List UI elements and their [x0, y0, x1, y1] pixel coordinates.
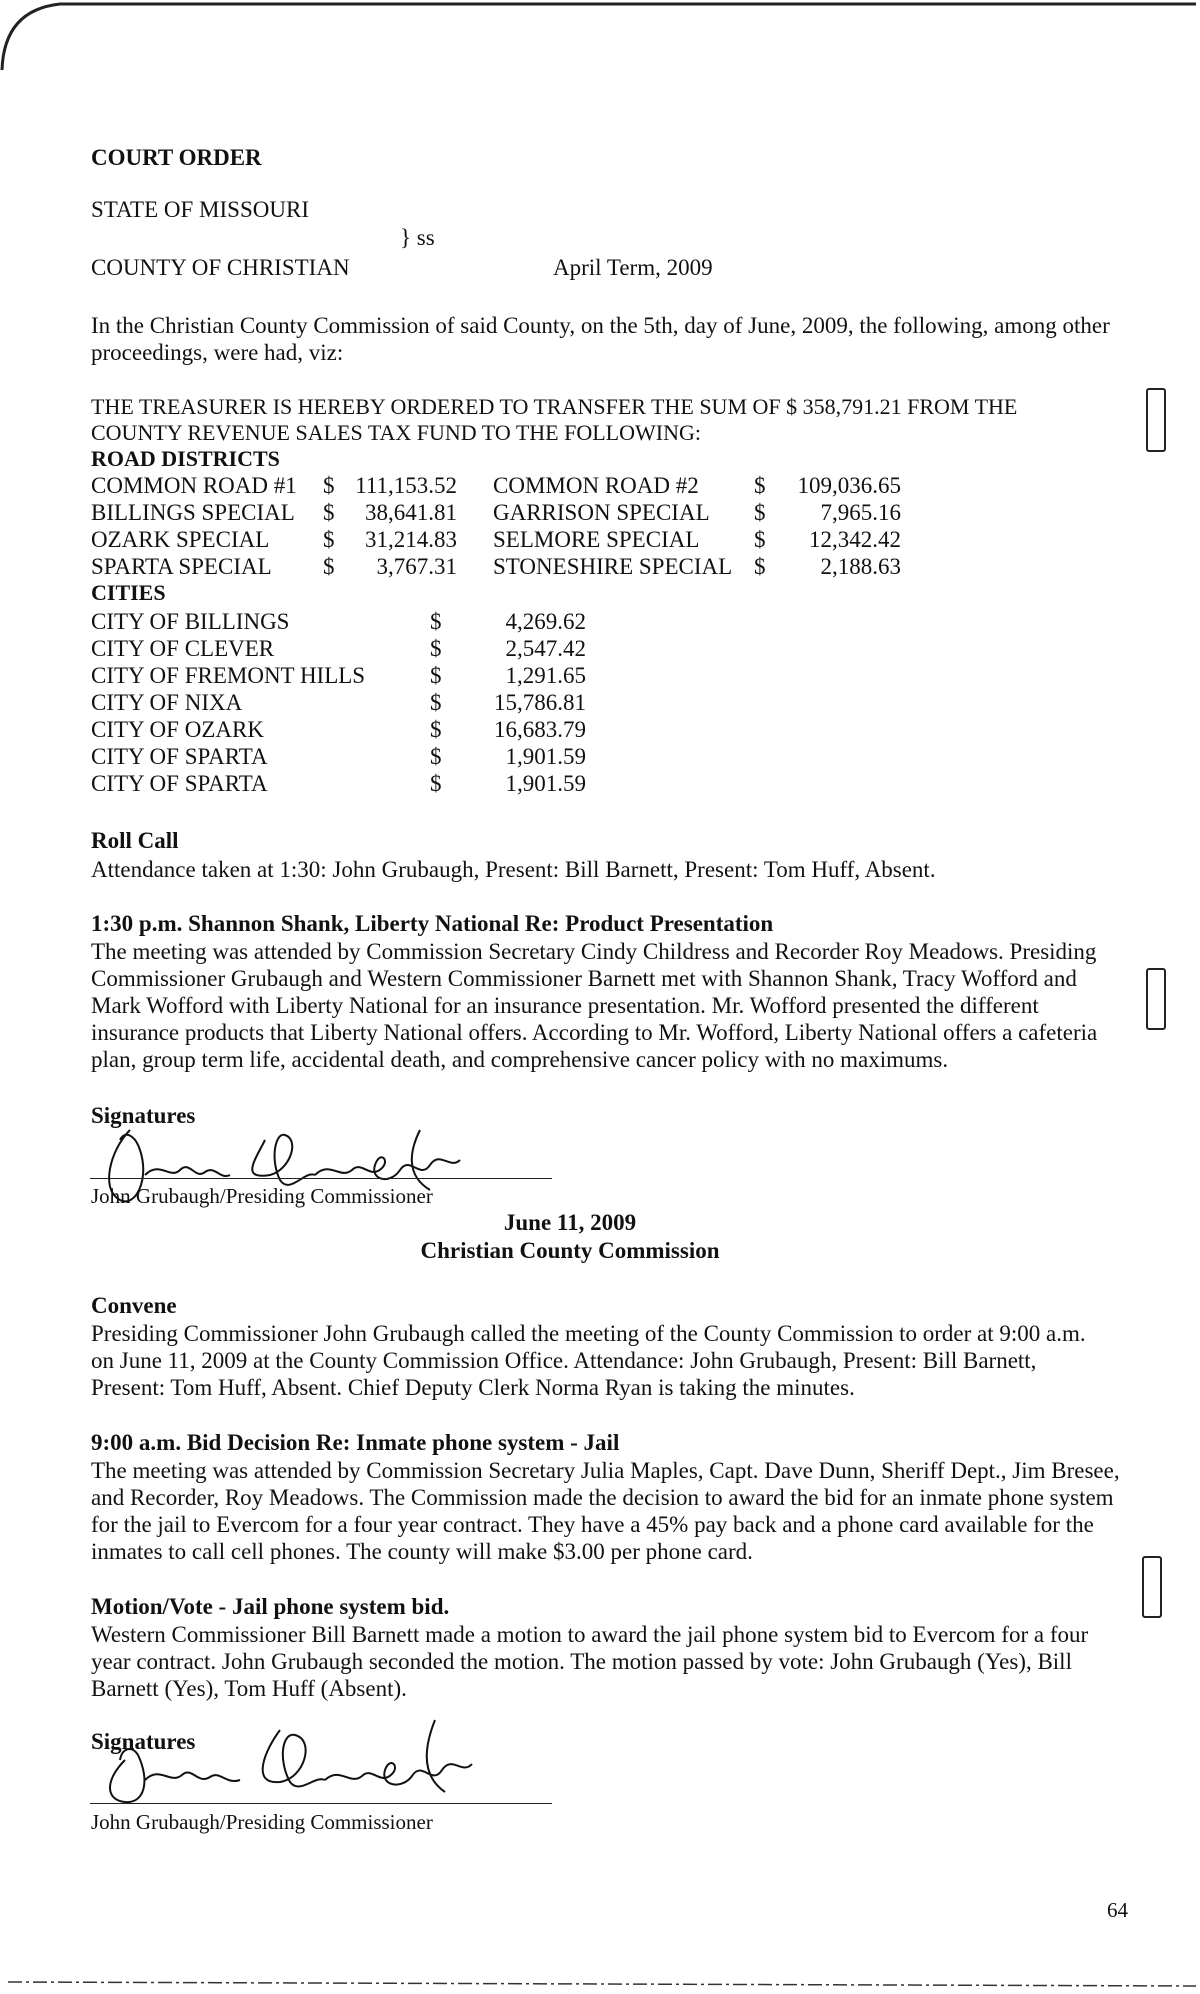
road-district-amount: 38,641.81 — [365, 499, 457, 525]
city-row — [91, 635, 586, 662]
currency-symbol: $ — [754, 499, 766, 525]
transfer-line-1: THE TREASURER IS HEREBY ORDERED TO TRANSFER THE SUM OF $ 358,791.21 FROM THE — [91, 394, 1018, 419]
road-district-amount: 3,767.31 — [376, 553, 457, 579]
presentation-heading: 1:30 p.m. Shannon Shank, Liberty National Re: Product Presentation — [91, 911, 774, 936]
currency-symbol: $ — [430, 770, 442, 796]
city-amount: 15,786.81 — [494, 689, 586, 715]
road-district-name: SPARTA SPECIAL — [91, 553, 272, 579]
term-line: April Term, 2009 — [553, 255, 713, 280]
signature-caption-2: John Grubaugh/Presiding Commissioner — [91, 1810, 433, 1834]
convene-paragraph: Presiding Commissioner John Grubaugh called the meeting of the County Commission to order at 9:00 a.m. on June 11, 2009 at the County Commission Office. Attendance: John Grubaugh, Present: Bill Barnett, Present: Tom Huff, Absent. Chief Deputy Clerk Norma Ryan is taking the minutes. — [91, 1321, 1086, 1400]
presentation-paragraph: The meeting was attended by Commission Secretary Cindy Childress and Recorder Roy Meadows. Presiding Commissioner Grubaugh and Western Commissioner Barnett met with Shannon Shank, Tracy Wofford and Mark Wofford with Liberty National for an insurance presentation. Mr. Wofford presented the different insurance products that Liberty National offers. According to Mr. Wofford, Liberty National offers a cafeteria plan, group term life, accidental death, and comprehensive cancer policy with no maximums. — [91, 939, 1098, 1072]
road-district-name: COMMON ROAD #1 — [91, 472, 297, 498]
bid-decision-paragraph: The meeting was attended by Commission Secretary Julia Maples, Capt. Dave Dunn, Sheriff Dept., Jim Bresee, and Recorder, Roy Meadows. The Commission made the decision to award the bid for an inmate phone system for the jail to Evercom for a four year contract. They have a 45% pay back and a phone card available for the inmates to call cell phones. The county will make $3.00 per phone card. — [91, 1458, 1120, 1564]
city-row — [91, 716, 586, 743]
motion-heading: Motion/Vote - Jail phone system bid. — [91, 1594, 450, 1619]
signature-line-2 — [90, 1803, 552, 1804]
currency-symbol: $ — [430, 716, 442, 742]
city-name: CITY OF BILLINGS — [91, 608, 290, 634]
currency-symbol: $ — [754, 553, 766, 579]
currency-symbol: $ — [754, 526, 766, 552]
city-name: CITY OF OZARK — [91, 716, 264, 742]
roll-call-text: Attendance taken at 1:30: John Grubaugh, Present: Bill Barnett, Present: Tom Huff, Absent. — [91, 857, 936, 882]
currency-symbol: $ — [430, 662, 442, 688]
currency-symbol: $ — [430, 635, 442, 661]
road-district-amount: 2,188.63 — [820, 553, 901, 579]
intro-paragraph: In the Christian County Commission of said County, on the 5th, day of June, 2009, the following, among other proceedings, were had, viz: — [91, 313, 1110, 365]
currency-symbol: $ — [323, 499, 335, 525]
city-row — [91, 743, 586, 770]
city-name: CITY OF FREMONT HILLS — [91, 662, 366, 688]
bid-decision-heading: 9:00 a.m. Bid Decision Re: Inmate phone system - Jail — [91, 1430, 620, 1455]
road-district-row — [91, 526, 901, 553]
currency-symbol: $ — [323, 472, 335, 498]
city-row — [91, 662, 586, 689]
city-name: CITY OF CLEVER — [91, 635, 275, 661]
road-districts-heading: ROAD DISTRICTS — [91, 446, 280, 471]
signature-line-1 — [90, 1178, 552, 1179]
city-amount: 4,269.62 — [505, 608, 586, 634]
margin-marker — [1146, 968, 1166, 1030]
road-district-name: OZARK SPECIAL — [91, 526, 270, 552]
city-amount: 1,901.59 — [505, 743, 586, 769]
signatures-heading-2: Signatures — [91, 1729, 196, 1754]
currency-symbol: $ — [323, 526, 335, 552]
city-name: CITY OF SPARTA — [91, 743, 268, 769]
city-row — [91, 689, 586, 716]
road-district-amount: 7,965.16 — [820, 499, 901, 525]
margin-marker — [1146, 388, 1166, 452]
handwritten-signature-2 — [90, 1700, 510, 1810]
currency-symbol: $ — [754, 472, 766, 498]
margin-marker — [1142, 1556, 1162, 1618]
road-districts-table — [91, 472, 901, 580]
ss-bracket: } ss — [400, 225, 435, 250]
city-row — [91, 770, 586, 797]
road-district-row — [91, 472, 901, 499]
road-district-row — [91, 553, 901, 580]
currency-symbol: $ — [430, 689, 442, 715]
state-line: STATE OF MISSOURI — [91, 197, 309, 222]
city-name: CITY OF SPARTA — [91, 770, 268, 796]
city-amount: 2,547.42 — [505, 635, 586, 661]
transfer-line-2: COUNTY REVENUE SALES TAX FUND TO THE FOLLOWING: — [91, 420, 701, 445]
currency-symbol: $ — [430, 743, 442, 769]
currency-symbol: $ — [430, 608, 442, 634]
road-district-name: BILLINGS SPECIAL — [91, 499, 295, 525]
road-district-name: COMMON ROAD #2 — [493, 472, 699, 498]
city-amount: 16,683.79 — [494, 716, 586, 742]
page-number: 64 — [1107, 1898, 1128, 1922]
road-district-name: GARRISON SPECIAL — [493, 499, 710, 525]
city-name: CITY OF NIXA — [91, 689, 243, 715]
road-district-row — [91, 499, 901, 526]
cities-table — [91, 608, 586, 797]
cities-heading: CITIES — [91, 580, 166, 605]
document-title: COURT ORDER — [91, 145, 262, 170]
signature-caption-1: John Grubaugh/Presiding Commissioner — [91, 1184, 433, 1208]
road-district-name: SELMORE SPECIAL — [493, 526, 700, 552]
city-row — [91, 608, 586, 635]
road-district-name: STONESHIRE SPECIAL — [493, 553, 733, 579]
city-amount: 1,901.59 — [505, 770, 586, 796]
meeting-date: June 11, 2009 — [503, 1210, 637, 1235]
signatures-heading-1: Signatures — [91, 1103, 196, 1128]
county-line: COUNTY OF CHRISTIAN — [91, 255, 350, 280]
currency-symbol: $ — [323, 553, 335, 579]
road-district-amount: 109,036.65 — [797, 472, 901, 498]
road-district-amount: 111,153.52 — [355, 472, 457, 498]
roll-call-heading: Roll Call — [91, 828, 179, 853]
city-amount: 1,291.65 — [505, 662, 586, 688]
road-district-amount: 31,214.83 — [365, 526, 457, 552]
road-district-amount: 12,342.42 — [809, 526, 901, 552]
convene-heading: Convene — [91, 1293, 177, 1318]
meeting-body: Christian County Commission — [420, 1238, 720, 1263]
motion-paragraph: Western Commissioner Bill Barnett made a motion to award the jail phone system bid to Evercom for a four year contract. John Grubaugh seconded the motion. The motion passed by vote: John Grubaugh (Yes), Bill Barnett (Yes), Tom Huff (Absent). — [91, 1622, 1089, 1701]
